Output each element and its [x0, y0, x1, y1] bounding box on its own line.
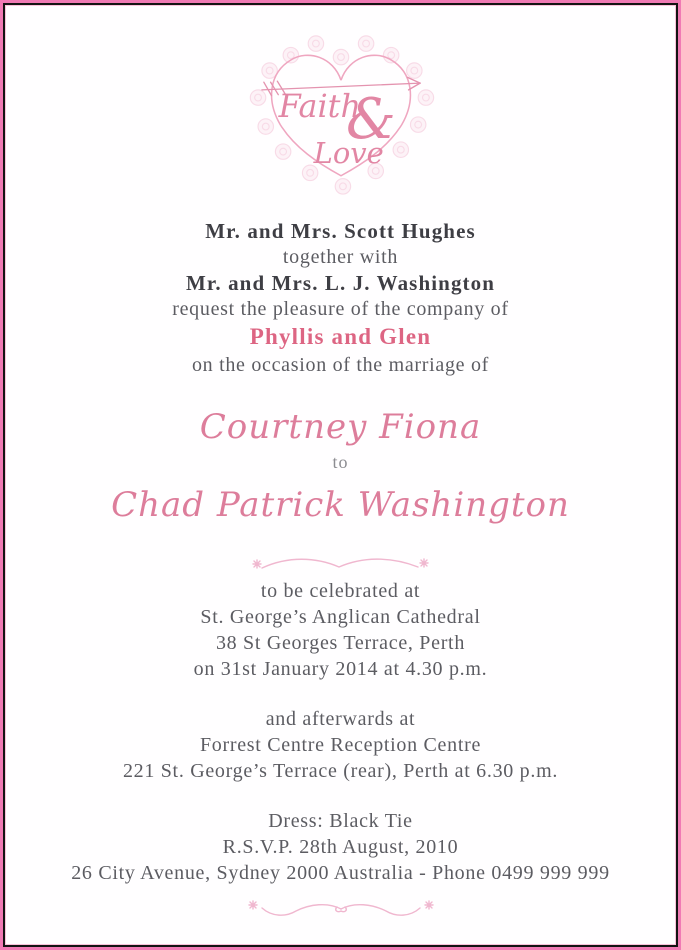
flourish-bottom-icon: [236, 896, 446, 924]
flourish-divider-icon: [246, 552, 436, 574]
ceremony-intro: to be celebrated at: [260, 580, 421, 602]
rsvp-line: R.S.V.P. 28th August, 2010: [222, 836, 459, 858]
host-name-line-1: Mr. and Mrs. Scott Hughes: [205, 219, 476, 243]
bride-name: Courtney Fiona: [199, 407, 482, 447]
details-block: [6, 808, 675, 886]
occasion-line: on the occasion of the marriage of: [191, 354, 490, 376]
faith-love-heart-emblem-icon: [225, 32, 457, 196]
guest-names: Phyllis and Glen: [249, 324, 432, 349]
request-line: request the pleasure of the company of: [172, 298, 509, 320]
emblem-ampersand: &: [345, 87, 396, 153]
host-block: [6, 218, 675, 378]
reception-intro: and afterwards at: [265, 708, 416, 730]
card-frame-inner: [5, 5, 676, 945]
host-name-line-2: Mr. and Mrs. L. J. Washington: [185, 271, 496, 295]
reception-block: [6, 706, 675, 784]
groom-name: Chad Patrick Washington: [111, 485, 570, 525]
contact-line: 26 City Avenue, Sydney 2000 Australia - Phone 0499 999 999: [71, 862, 610, 884]
ceremony-block: [6, 578, 675, 682]
to-word: to: [332, 452, 349, 472]
ceremony-address: 38 St Georges Terrace, Perth: [215, 632, 466, 654]
reception-address: 221 St. George’s Terrace (rear), Perth at 6.30 p.m.: [122, 760, 559, 782]
faith-love-script: [277, 87, 395, 170]
joiner-line: together with: [282, 246, 399, 268]
dress-code-line: Dress: Black Tie: [268, 810, 413, 832]
card-frame-black: [3, 3, 678, 947]
reception-venue: Forrest Centre Reception Centre: [199, 734, 482, 756]
ceremony-venue: St. George’s Anglican Cathedral: [200, 606, 481, 628]
emblem-word-faith: Faith: [278, 86, 361, 125]
emblem-word-love: Love: [313, 136, 384, 171]
ceremony-datetime: on 31st January 2014 at 4.30 p.m.: [193, 658, 488, 680]
